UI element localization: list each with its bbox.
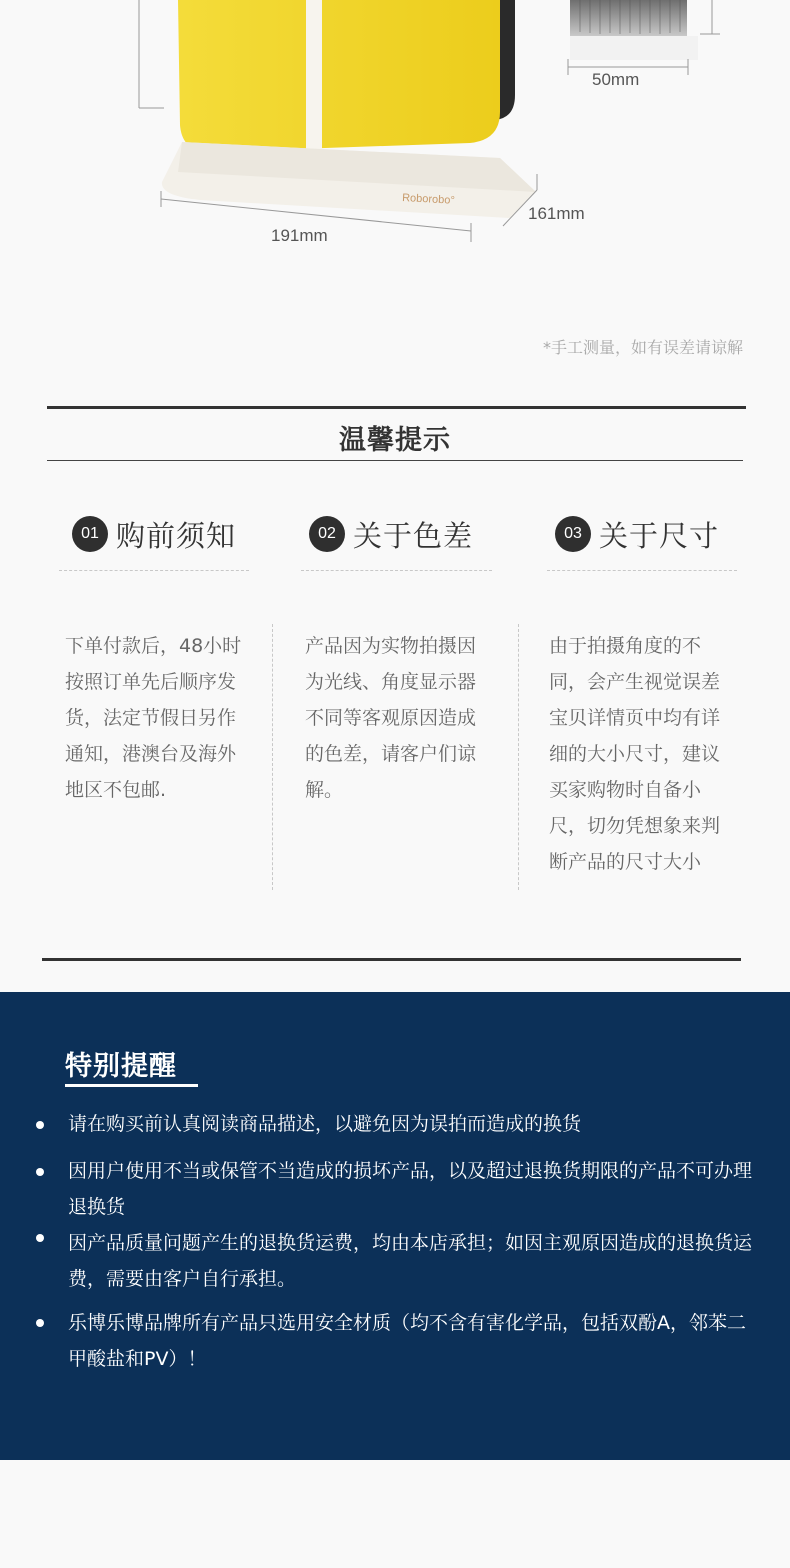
product-dimension-illustration — [0, 0, 790, 300]
tip-title: 关于尺寸 — [599, 518, 720, 553]
bullet-icon — [36, 1319, 44, 1327]
measurement-note: *手工测量，如有误差请谅解 — [542, 338, 743, 357]
dimension-label-161mm: 161mm — [528, 204, 585, 223]
reminder-item: 乐博乐博品牌所有产品只选用安全材质（均不含有害化学品，包括双酚A，邻苯二甲酸盐和PV）！ — [68, 1312, 746, 1370]
dimension-label-50mm: 50mm — [592, 70, 640, 89]
bullet-icon — [36, 1168, 44, 1176]
tip-heading-purchase — [72, 514, 236, 554]
section-top-rule — [47, 406, 746, 409]
tip-heading-size — [555, 514, 719, 554]
dimension-label-191mm: 191mm — [271, 226, 328, 245]
brand-logo: Roborobo° — [401, 192, 456, 207]
bullet-icon — [36, 1234, 44, 1242]
column-separator — [518, 624, 519, 890]
cutting-board-stand-image — [0, 0, 790, 300]
reminder-item: 请在购买前认真阅读商品描述，以避免因为误拍而造成的换货 — [68, 1113, 582, 1135]
dashed-divider — [547, 570, 737, 571]
column-separator — [272, 624, 273, 890]
dashed-divider — [301, 570, 492, 571]
section-title-rule — [47, 460, 743, 461]
reminder-item: 因用户使用不当或保管不当造成的损坏产品，以及超过退换货期限的产品不可办理退换货 — [68, 1160, 753, 1218]
title-underline — [65, 1084, 198, 1087]
dashed-divider — [59, 570, 249, 571]
tip-title: 购前须知 — [116, 518, 237, 553]
reminder-item: 因产品质量问题产生的退换货运费，均由本店承担；如因主观原因造成的退换货运费，需要由客户自行承担。 — [68, 1232, 753, 1290]
bullet-icon — [36, 1121, 44, 1129]
number-badge: 03 — [555, 516, 591, 552]
tip-body-size: 由于拍摄角度的不同，会产生视觉误差宝贝详情页中均有详细的大小尺寸，建议买家购物时自备小尺，切勿凭想象来判断产品的尺寸大小 — [549, 635, 721, 873]
tip-body-purchase: 下单付款后，48小时按照订单先后顺序发货，法定节假日另作通知，港澳台及海外地区不包邮. — [65, 635, 242, 801]
special-reminder-panel — [0, 992, 790, 1460]
tip-body-color: 产品因为实物拍摄因为光线、角度显示器不同等客观原因造成的色差，请客户们谅解。 — [305, 635, 477, 801]
special-title: 特别提醒 — [65, 1051, 177, 1082]
section-end-rule — [42, 958, 741, 961]
tip-heading-color — [309, 514, 473, 554]
number-badge: 02 — [309, 516, 345, 552]
tips-title: 温馨提示 — [339, 425, 451, 456]
number-badge: 01 — [72, 516, 108, 552]
tip-title: 关于色差 — [353, 518, 474, 553]
